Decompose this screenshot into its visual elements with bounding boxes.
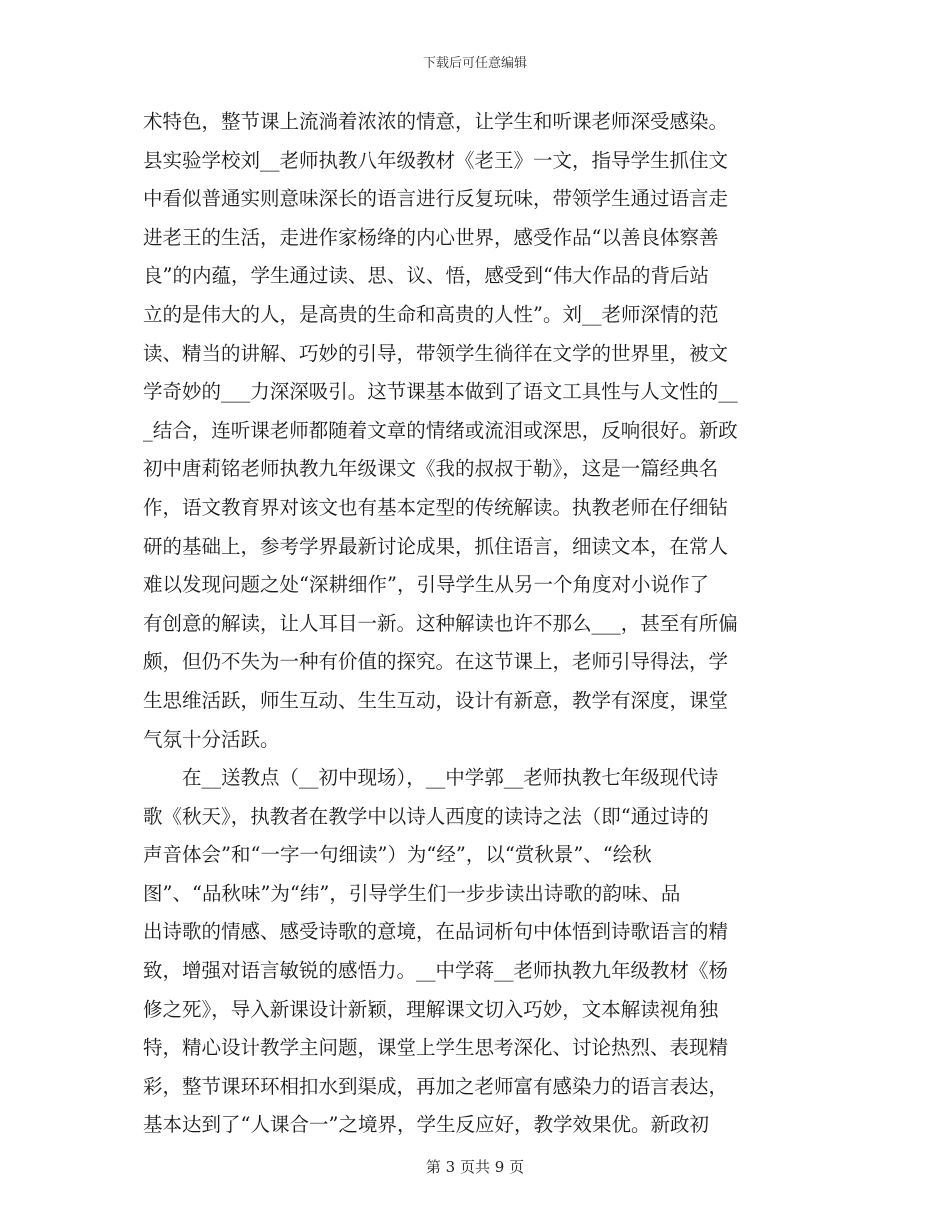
text-line: 致，增强对语言敏锐的感悟力。__中学蒋__老师执教九年级教材《杨 bbox=[143, 959, 729, 983]
text-line: 研的基础上，参考学界最新讨论成果，抓住语言，细读文本，在常人 bbox=[143, 534, 729, 558]
text-line: 学奇妙的___力深深吸引。这节课基本做到了语文工具性与人文性的__ bbox=[143, 380, 738, 404]
text-line: 气氛十分活跃。 bbox=[143, 727, 280, 751]
text-line: 图”、“品秋味”为“纬”，引导学生们一步步读出诗歌的韵味、品 bbox=[143, 881, 681, 905]
text-line: 有创意的解读，让人耳目一新。这种解读也许不那么___，甚至有所偏 bbox=[143, 611, 738, 635]
text-line: 生思维活跃，师生互动、生生互动，设计有新意，教学有深度，课堂 bbox=[143, 688, 729, 712]
text-line: 县实验学校刘__老师执教八年级教材《老王》一文，指导学生抓住文 bbox=[143, 148, 729, 172]
text-line: 歌《秋天》，执教者在教学中以诗人西度的读诗之法（即“通过诗的 bbox=[143, 804, 709, 828]
text-line: 修之死》，导入新课设计新颖，理解课文切入巧妙，文本解读视角独 bbox=[143, 997, 719, 1021]
text-line: 良”的内蕴，学生通过读、思、议、悟，感受到“伟大作品的背后站 bbox=[143, 264, 709, 288]
text-line: 初中唐莉铭老师执教九年级课文《我的叔叔于勒》，这是一篇经典名 bbox=[143, 457, 719, 481]
text-line: 作，语文教育界对该文也有基本定型的传统解读。执教老师在仔细钻 bbox=[143, 495, 729, 519]
text-line: 在__送教点（__初中现场），__中学郭__老师执教七年级现代诗 bbox=[143, 766, 719, 790]
text-line: 出诗歌的情感、感受诗歌的意境，在品词析句中体悟到诗歌语言的精 bbox=[143, 920, 729, 944]
document-body bbox=[143, 103, 803, 1145]
text-line: 立的是伟大的人，是高贵的生命和高贵的人性”。刘__老师深情的范 bbox=[143, 302, 719, 326]
text-line: 术特色，整节课上流淌着浓浓的情意，让学生和听课老师深受感染。 bbox=[143, 110, 729, 133]
text-line: 声音体会”和“一字一句细读”）为“经”，以“赏秋景”、“绘秋 bbox=[143, 843, 652, 867]
text-line: 彩，整节课环环相扣水到渠成，再加之老师富有感染力的语言表达， bbox=[143, 1074, 729, 1098]
text-line: 读、精当的讲解、巧妙的引导，带领学生徜徉在文学的世界里，被文 bbox=[143, 341, 729, 365]
text-line: 颇，但仍不失为一种有价值的探究。在这节课上，老师引导得法，学 bbox=[143, 650, 729, 674]
text-line: 难以发现问题之处“深耕细作”，引导学生从另一个角度对小说作了 bbox=[143, 573, 709, 597]
text-line: 特，精心设计教学主问题，课堂上学生思考深化、讨论热烈、表现精 bbox=[143, 1036, 729, 1060]
page-header: 下载后可任意编辑 bbox=[422, 56, 527, 71]
page-number: 第 3 页共 9 页 bbox=[425, 1158, 525, 1176]
text-line: _结合，连听课老师都随着文章的情绪或流泪或深思，反响很好。新政 bbox=[143, 418, 738, 442]
text-line: 进老王的生活，走进作家杨绛的内心世界，感受作品“以善良体察善 bbox=[143, 225, 719, 249]
text-line: 基本达到了“人课合一”之境界，学生反应好，教学效果优。新政初 bbox=[143, 1113, 709, 1137]
text-line: 中看似普通实则意味深长的语言进行反复玩味，带领学生通过语言走 bbox=[143, 187, 729, 211]
